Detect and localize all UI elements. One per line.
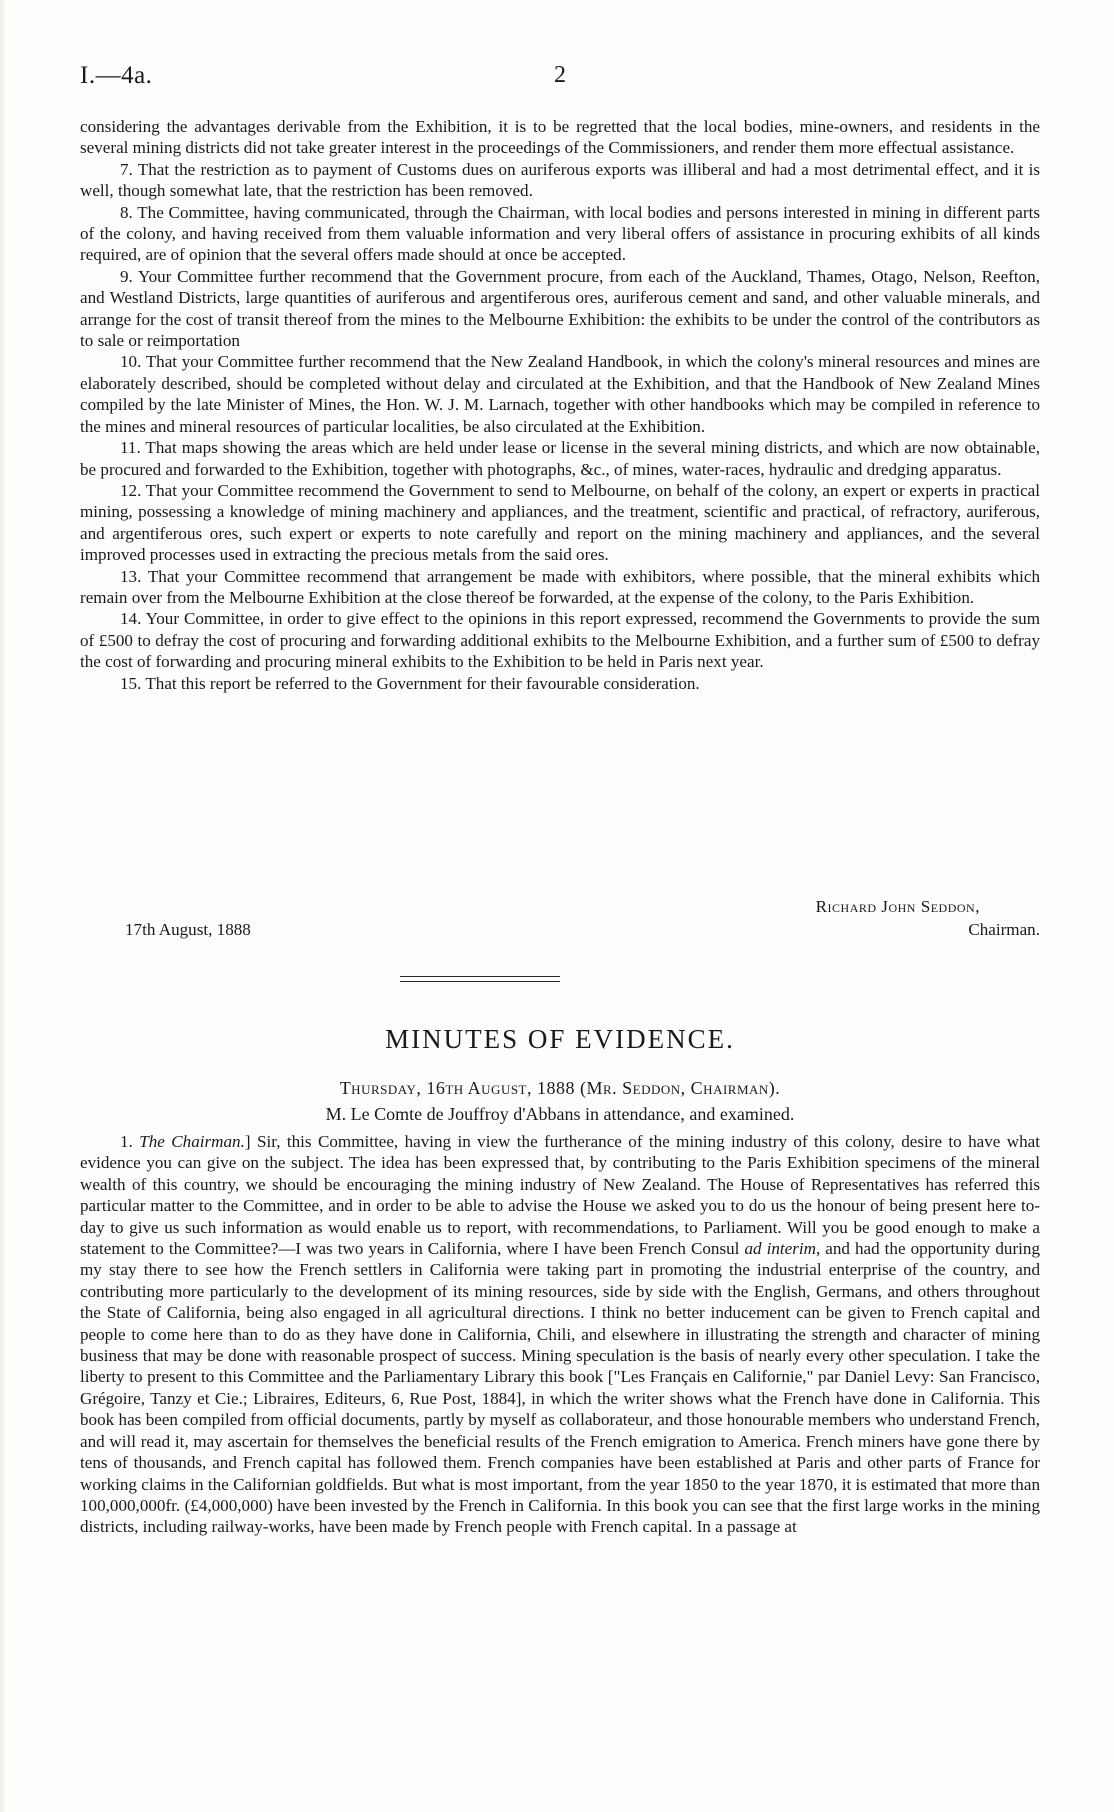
report-paragraph-11: 11. That maps showing the areas which are held under lease or license in the several mining districts, and which are now obtainable, be procured and forwarded to the Exhibition, together with photographs, &c., of mines, water-races, hydraulic and dredging apparatus. <box>80 438 1040 479</box>
report-date: 17th August, 1888 <box>125 920 251 939</box>
questioner: The Chairman. <box>139 1132 245 1151</box>
signer-name: Richard John Seddon, <box>815 897 980 916</box>
report-body <box>80 116 1040 694</box>
answer-text: , and had the opportunity during my stay there to see how the French settlers in California were taking part in promoting the industrial enterprise of the country, and contributing more particularly to the development of its mining resources, side by side with the English, Germans, and others throughout the State of California, being also engaged in all agricultural directions. I think no better inducement can be given to French capital and people to come here than to do as they have done in California, Chili, and elsewhere in illustrating the strength and character of mining business that may be done with reasonable prospect of success. Mining speculation is the basis of nearly every other speculation. I take the liberty to present to this Committee and the Parliamentary Library this book ["Les Français en Californie," par Daniel Levy: San Francisco, Grégoire, Tanzy et Cie.; Libraires, Editeurs, 6, Rue Post, 1884], in which the writer shows what the French have done in California. This book has been compiled from official documents, partly by myself as collaborateur, and those honourable members who understand French, and will read it, may ascertain for themselves the beneficial results of the French emigration to America. French miners have gone there by tens of thousands, and French capital has followed them. French companies have been established at Paris and other parts of France for working claims in the Californian goldfields. But what is most important, from the year 1850 to the year 1870, it is estimated that more than 100,000,000fr. (£4,000,000) have been invested by the French in California. In this book you can see that the first large works in the mining districts, including railway-works, have been made by French people with French capital. In a passage at <box>80 1239 1040 1537</box>
report-paragraph-10: 10. That your Committee further recommend that the New Zealand Handbook, in which the colony's mineral resources and mines are elaborately described, should be completed without delay and circulated at the Exhibition, and that the Handbook of New Zealand Mines compiled by the late Minister of Mines, the Hon. W. J. M. Larnach, together with other handbooks which may be compiled in reference to the mines and mineral resources of particular localities, be also circulated at the Exhibition. <box>80 352 1040 436</box>
report-paragraph-14: 14. Your Committee, in order to give effect to the opinions in this report expressed, recommend the Governments to provide the sum of £500 to defray the cost of procuring and forwarding additional exhibits to the Melbourne Exhibition, and a further sum of £500 to defray the cost of forwarding and procuring mineral exhibits to the Exhibition to be held in Paris next year. <box>80 609 1040 672</box>
italic-phrase: ad interim <box>744 1239 816 1259</box>
question-1 <box>80 1131 1040 1538</box>
report-paragraph-7: 7. That the restriction as to payment of Customs dues on auriferous exports was illiberal and had a most detrimental effect, and it is well, though somewhat late, that the restriction has been removed. <box>80 159 1040 201</box>
section-divider-second-line <box>400 981 560 982</box>
page-number: 2 <box>554 62 566 88</box>
page-edge-shadow <box>0 0 6 1812</box>
evidence-body <box>80 1131 1040 1538</box>
section-title: MINUTES OF EVIDENCE. <box>385 1024 735 1054</box>
section-divider <box>400 976 560 977</box>
document-reference: I.—4a. <box>80 62 153 89</box>
question-text: ] Sir, this Committee, having in view the furtherance of the mining industry of this colony, desire to have what evidence you can give on the subject. The idea has been expressed that, by contributing to the Paris Exhibition specimens of the mineral wealth of this country, we should be encouraging the mining industry of New Zealand. The House of Representatives has referred this particular matter to the Committee, and in order to be able to advise the House we asked you to do us the honour of being present here to-day to give us such information as would enable us to report, with recommendations, to Parliament. Will you be good enough to make a statement to the Committee?—I was two years in California, where I have been French Consul <box>80 1132 1040 1259</box>
report-paragraph-15: 15. That this report be referred to the Government for their favourable consideration. <box>120 673 700 693</box>
report-paragraph-continued: considering the advantages derivable from the Exhibition, it is to be regretted that the local bodies, mine-owners, and residents in the several mining districts did not take greater interest in the proceedings of the Commissioners, and render them more effectual assistance. <box>80 117 1040 158</box>
meeting-heading: Thursday, 16th August, 1888 (Mr. Seddon, Chairman). <box>339 1078 781 1098</box>
report-paragraph-8: 8. The Committee, having communicated, through the Chairman, with local bodies and persons interested in mining in different parts of the colony, and having received from them valuable information and very liberal offers of assistance in procuring exhibits of all kinds required, are of opinion that the several offers made should at once be accepted. <box>80 202 1040 265</box>
date-line <box>80 920 1040 944</box>
report-paragraph-13: 13. That your Committee recommend that arrangement be made with exhibitors, where possible, that the mineral exhibits which remain over from the Melbourne Exhibition at the close thereof be forwarded, at the expense of the colony, to the Paris Exhibition. <box>80 566 1040 607</box>
report-paragraph-12: 12. That your Committee recommend the Government to send to Melbourne, on behalf of the colony, an expert or experts in practical mining, possessing a knowledge of mining machinery and appliances, and the treatment, scientific and practical, of refractory, auriferous, and argentiferous ores, such expert or experts to note carefully and report on the mining machinery and appliances, and the several improved processes used in extracting the precious metals from the said ores. <box>80 480 1040 565</box>
signer-role: Chairman. <box>968 920 1040 939</box>
question-number: 1. <box>120 1132 140 1151</box>
signature-line <box>80 897 1040 921</box>
witness-line: M. Le Comte de Jouffroy d'Abbans in attendance, and examined. <box>325 1104 795 1124</box>
report-paragraph-9: 9. Your Committee further recommend that the Government procure, from each of the Auckland, Thames, Otago, Nelson, Reefton, and Westland Districts, large quantities of auriferous and argentiferous ores, auriferous cement and sand, and other valuable minerals, and arrange for the cost of transit thereof from the mines to the Melbourne Exhibition: the exhibits to be under the control of the contributors as to sale or reimportation <box>80 266 1040 351</box>
page-header <box>80 62 1040 96</box>
